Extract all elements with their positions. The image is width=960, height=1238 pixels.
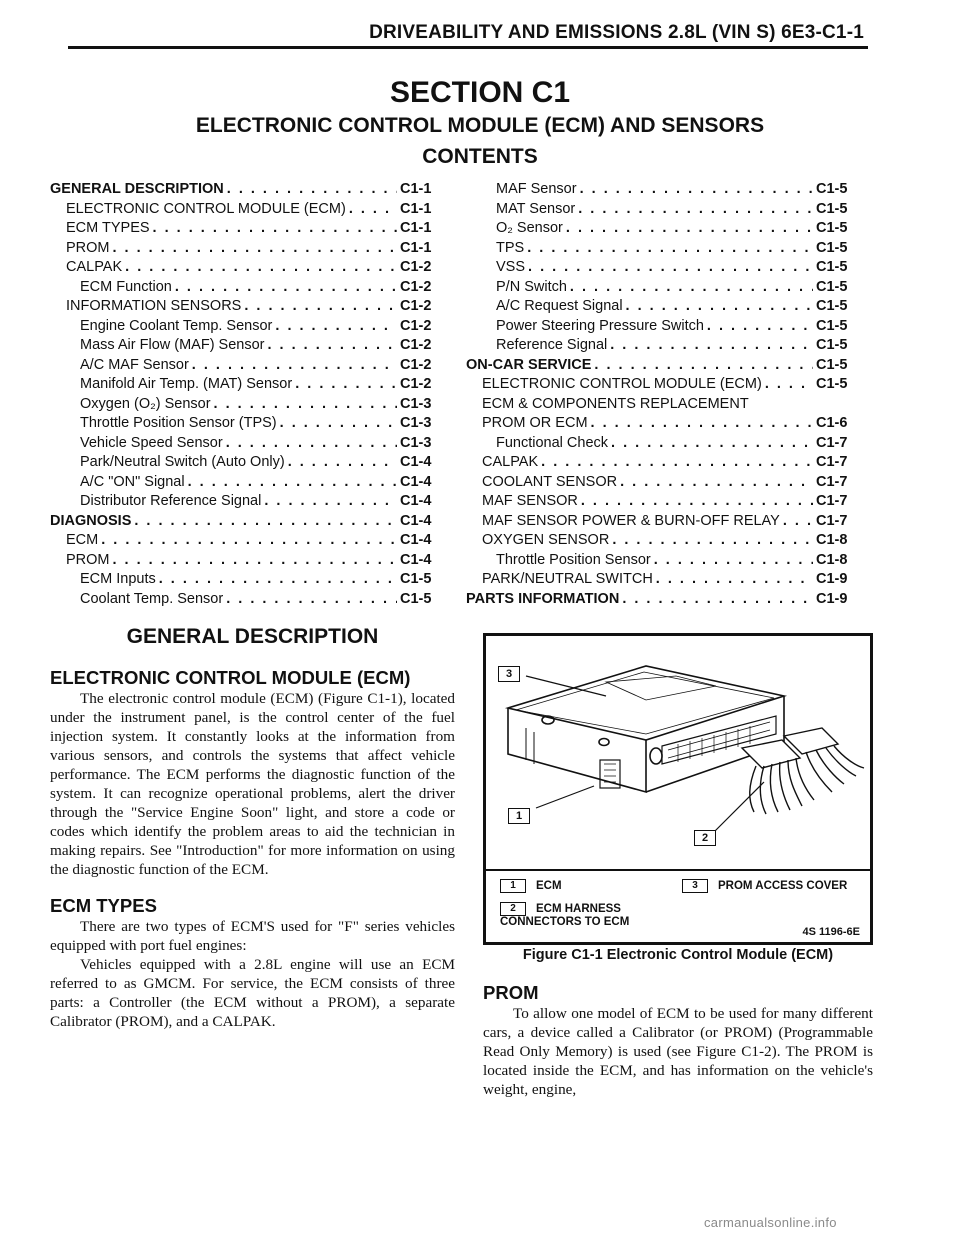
toc-entry[interactable]: DIAGNOSIS . . . C1-4	[50, 512, 440, 532]
toc-entry[interactable]: ECM Inputs . . . C1-5	[50, 570, 440, 590]
section-title: SECTION C1	[389, 76, 571, 109]
toc-entry[interactable]: MAF Sensor . . . C1-5	[466, 180, 856, 200]
toc-entry[interactable]: ECM . . . C1-4	[50, 531, 440, 551]
toc-entry[interactable]: A/C "ON" Signal . . . C1-4	[50, 473, 440, 493]
header-rule	[68, 46, 868, 49]
ecm-types-paragraph: There are two types of ECM'S used for "F" series vehicles equipped with port fuel engines:	[50, 918, 455, 954]
toc-entry[interactable]: CALPAK . . . C1-7	[466, 453, 856, 473]
toc-entry[interactable]: Vehicle Speed Sensor . . . C1-3	[50, 434, 440, 454]
toc-entry[interactable]: TPS . . . C1-5	[466, 239, 856, 259]
toc-entry[interactable]: ON-CAR SERVICE . . . C1-5	[466, 356, 856, 376]
legend-number: 2	[500, 902, 526, 916]
toc-entry[interactable]: PARTS INFORMATION . . . C1-9	[466, 590, 856, 610]
legend-harness: 2 ECM HARNESS CONNECTORS TO ECM	[500, 903, 630, 929]
figure-caption: Figure C1-1 Electronic Control Module (ECM)	[522, 947, 834, 963]
toc-entry[interactable]: MAF SENSOR . . . C1-7	[466, 492, 856, 512]
toc-entry[interactable]: ECM & COMPONENTS REPLACEMENT	[482, 395, 749, 412]
toc-entry[interactable]: ECM Function . . . C1-2	[50, 278, 440, 298]
ecm-types-heading: ECM TYPES	[50, 895, 157, 916]
prom-heading: PROM	[483, 982, 539, 1003]
toc-entry[interactable]: MAT Sensor . . . C1-5	[466, 200, 856, 220]
section-subtitle: ELECTRONIC CONTROL MODULE (ECM) AND SENSORS	[195, 114, 765, 137]
toc-entry[interactable]: Distributor Reference Signal . . . C1-4	[50, 492, 440, 512]
toc-entry[interactable]: Coolant Temp. Sensor . . . C1-5	[50, 590, 440, 610]
legend-prom-cover: 3 PROM ACCESS COVER	[682, 879, 847, 893]
toc-entry[interactable]: PROM . . . C1-4	[50, 551, 440, 571]
toc-entry[interactable]: Mass Air Flow (MAF) Sensor . . . C1-2	[50, 336, 440, 356]
toc-entry[interactable]: MAF SENSOR POWER & BURN-OFF RELAY . . . C1-7	[466, 512, 856, 532]
legend-number: 3	[682, 879, 708, 893]
prom-paragraph: To allow one model of ECM to be used for many different cars, a device called a Calibrator (or PROM) (Programmable Read Only Memory) is used (see Figure C1-2). The PROM is located inside the ECM, and has information on the vehicle's weight, engine,	[483, 1005, 873, 1098]
toc-entry[interactable]: VSS . . . C1-5	[466, 258, 856, 278]
toc-entry[interactable]: A/C Request Signal . . . C1-5	[466, 297, 856, 317]
toc-entry[interactable]: PARK/NEUTRAL SWITCH . . . C1-9	[466, 570, 856, 590]
toc-entry[interactable]: A/C MAF Sensor . . . C1-2	[50, 356, 440, 376]
toc-left-column	[50, 180, 440, 609]
toc-entry[interactable]: Manifold Air Temp. (MAT) Sensor . . . C1-2	[50, 375, 440, 395]
legend-ecm: 1 ECM	[500, 879, 562, 893]
callout-2-label: 2	[694, 830, 716, 846]
toc-entry[interactable]: ELECTRONIC CONTROL MODULE (ECM) . . . C1-5	[466, 375, 856, 395]
toc-entry[interactable]: P/N Switch . . . C1-5	[466, 278, 856, 298]
toc-entry[interactable]: Oxygen (O₂) Sensor . . . C1-3	[50, 395, 440, 415]
toc-entry[interactable]: Park/Neutral Switch (Auto Only) . . . C1-4	[50, 453, 440, 473]
toc-entry[interactable]: PROM OR ECM . . . C1-6	[466, 414, 856, 434]
toc-entry[interactable]: Reference Signal . . . C1-5	[466, 336, 856, 356]
figure-legend-divider	[486, 869, 870, 871]
contents-heading: CONTENTS	[422, 145, 538, 168]
toc-entry[interactable]: ECM TYPES . . . C1-1	[50, 219, 440, 239]
toc-entry[interactable]: ELECTRONIC CONTROL MODULE (ECM) . . . C1-1	[50, 200, 440, 220]
toc-entry[interactable]: CALPAK . . . C1-2	[50, 258, 440, 278]
general-description-section	[50, 625, 455, 1031]
general-description-heading: GENERAL DESCRIPTION	[126, 625, 379, 648]
toc-entry[interactable]: OXYGEN SENSOR . . . C1-8	[466, 531, 856, 551]
toc-entry[interactable]: O₂ Sensor . . . C1-5	[466, 219, 856, 239]
toc-entry[interactable]: PROM . . . C1-1	[50, 239, 440, 259]
toc-entry[interactable]: Throttle Position Sensor (TPS) . . . C1-3	[50, 414, 440, 434]
watermark: carmanualsonline.info	[704, 1215, 837, 1230]
callout-3-label: 3	[498, 666, 520, 682]
ecm-types-paragraph: Vehicles equipped with a 2.8L engine will use an ECM referred to as GMCM. For service, the ECM consists of three parts: a Controller (the ECM without a PROM), a separate Calibrator (PROM), and a CALPAK.	[50, 956, 455, 1030]
toc-entry[interactable]: Functional Check . . . C1-7	[466, 434, 856, 454]
callout-1-label: 1	[508, 808, 530, 824]
page-header: DRIVEABILITY AND EMISSIONS 2.8L (VIN S) 6E3-C1-1	[369, 22, 864, 43]
prom-section	[483, 982, 873, 1099]
toc-entry[interactable]: Throttle Position Sensor . . . C1-8	[466, 551, 856, 571]
toc-entry[interactable]: Power Steering Pressure Switch . . . C1-5	[466, 317, 856, 337]
ecm-illustration	[486, 636, 870, 942]
figure-code: 4S 1196-6E	[802, 926, 860, 938]
toc-right-column	[466, 180, 856, 609]
toc-entry[interactable]: INFORMATION SENSORS . . . C1-2	[50, 297, 440, 317]
ecm-figure	[483, 633, 873, 945]
ecm-paragraph: The electronic control module (ECM) (Figure C1-1), located under the instrument panel, is the control center of the fuel injection system. It constantly looks at the information from various sensors, and controls the systems that affect vehicle performance. The ECM performs the diagnostic function of the system. It can recognize operational problems, alert the driver through the "Service Engine Soon" light, and store a code or codes which identify the problem areas to aid the technician in making repairs. See "Introduction" for more information on using the diagnostic function of the ECM.	[50, 690, 455, 878]
ecm-heading: ELECTRONIC CONTROL MODULE (ECM)	[50, 667, 411, 688]
toc-entry[interactable]: Engine Coolant Temp. Sensor . . . C1-2	[50, 317, 440, 337]
legend-number: 1	[500, 879, 526, 893]
toc-entry[interactable]: GENERAL DESCRIPTION . . . C1-1	[50, 180, 440, 200]
toc-entry[interactable]: COOLANT SENSOR . . . C1-7	[466, 473, 856, 493]
